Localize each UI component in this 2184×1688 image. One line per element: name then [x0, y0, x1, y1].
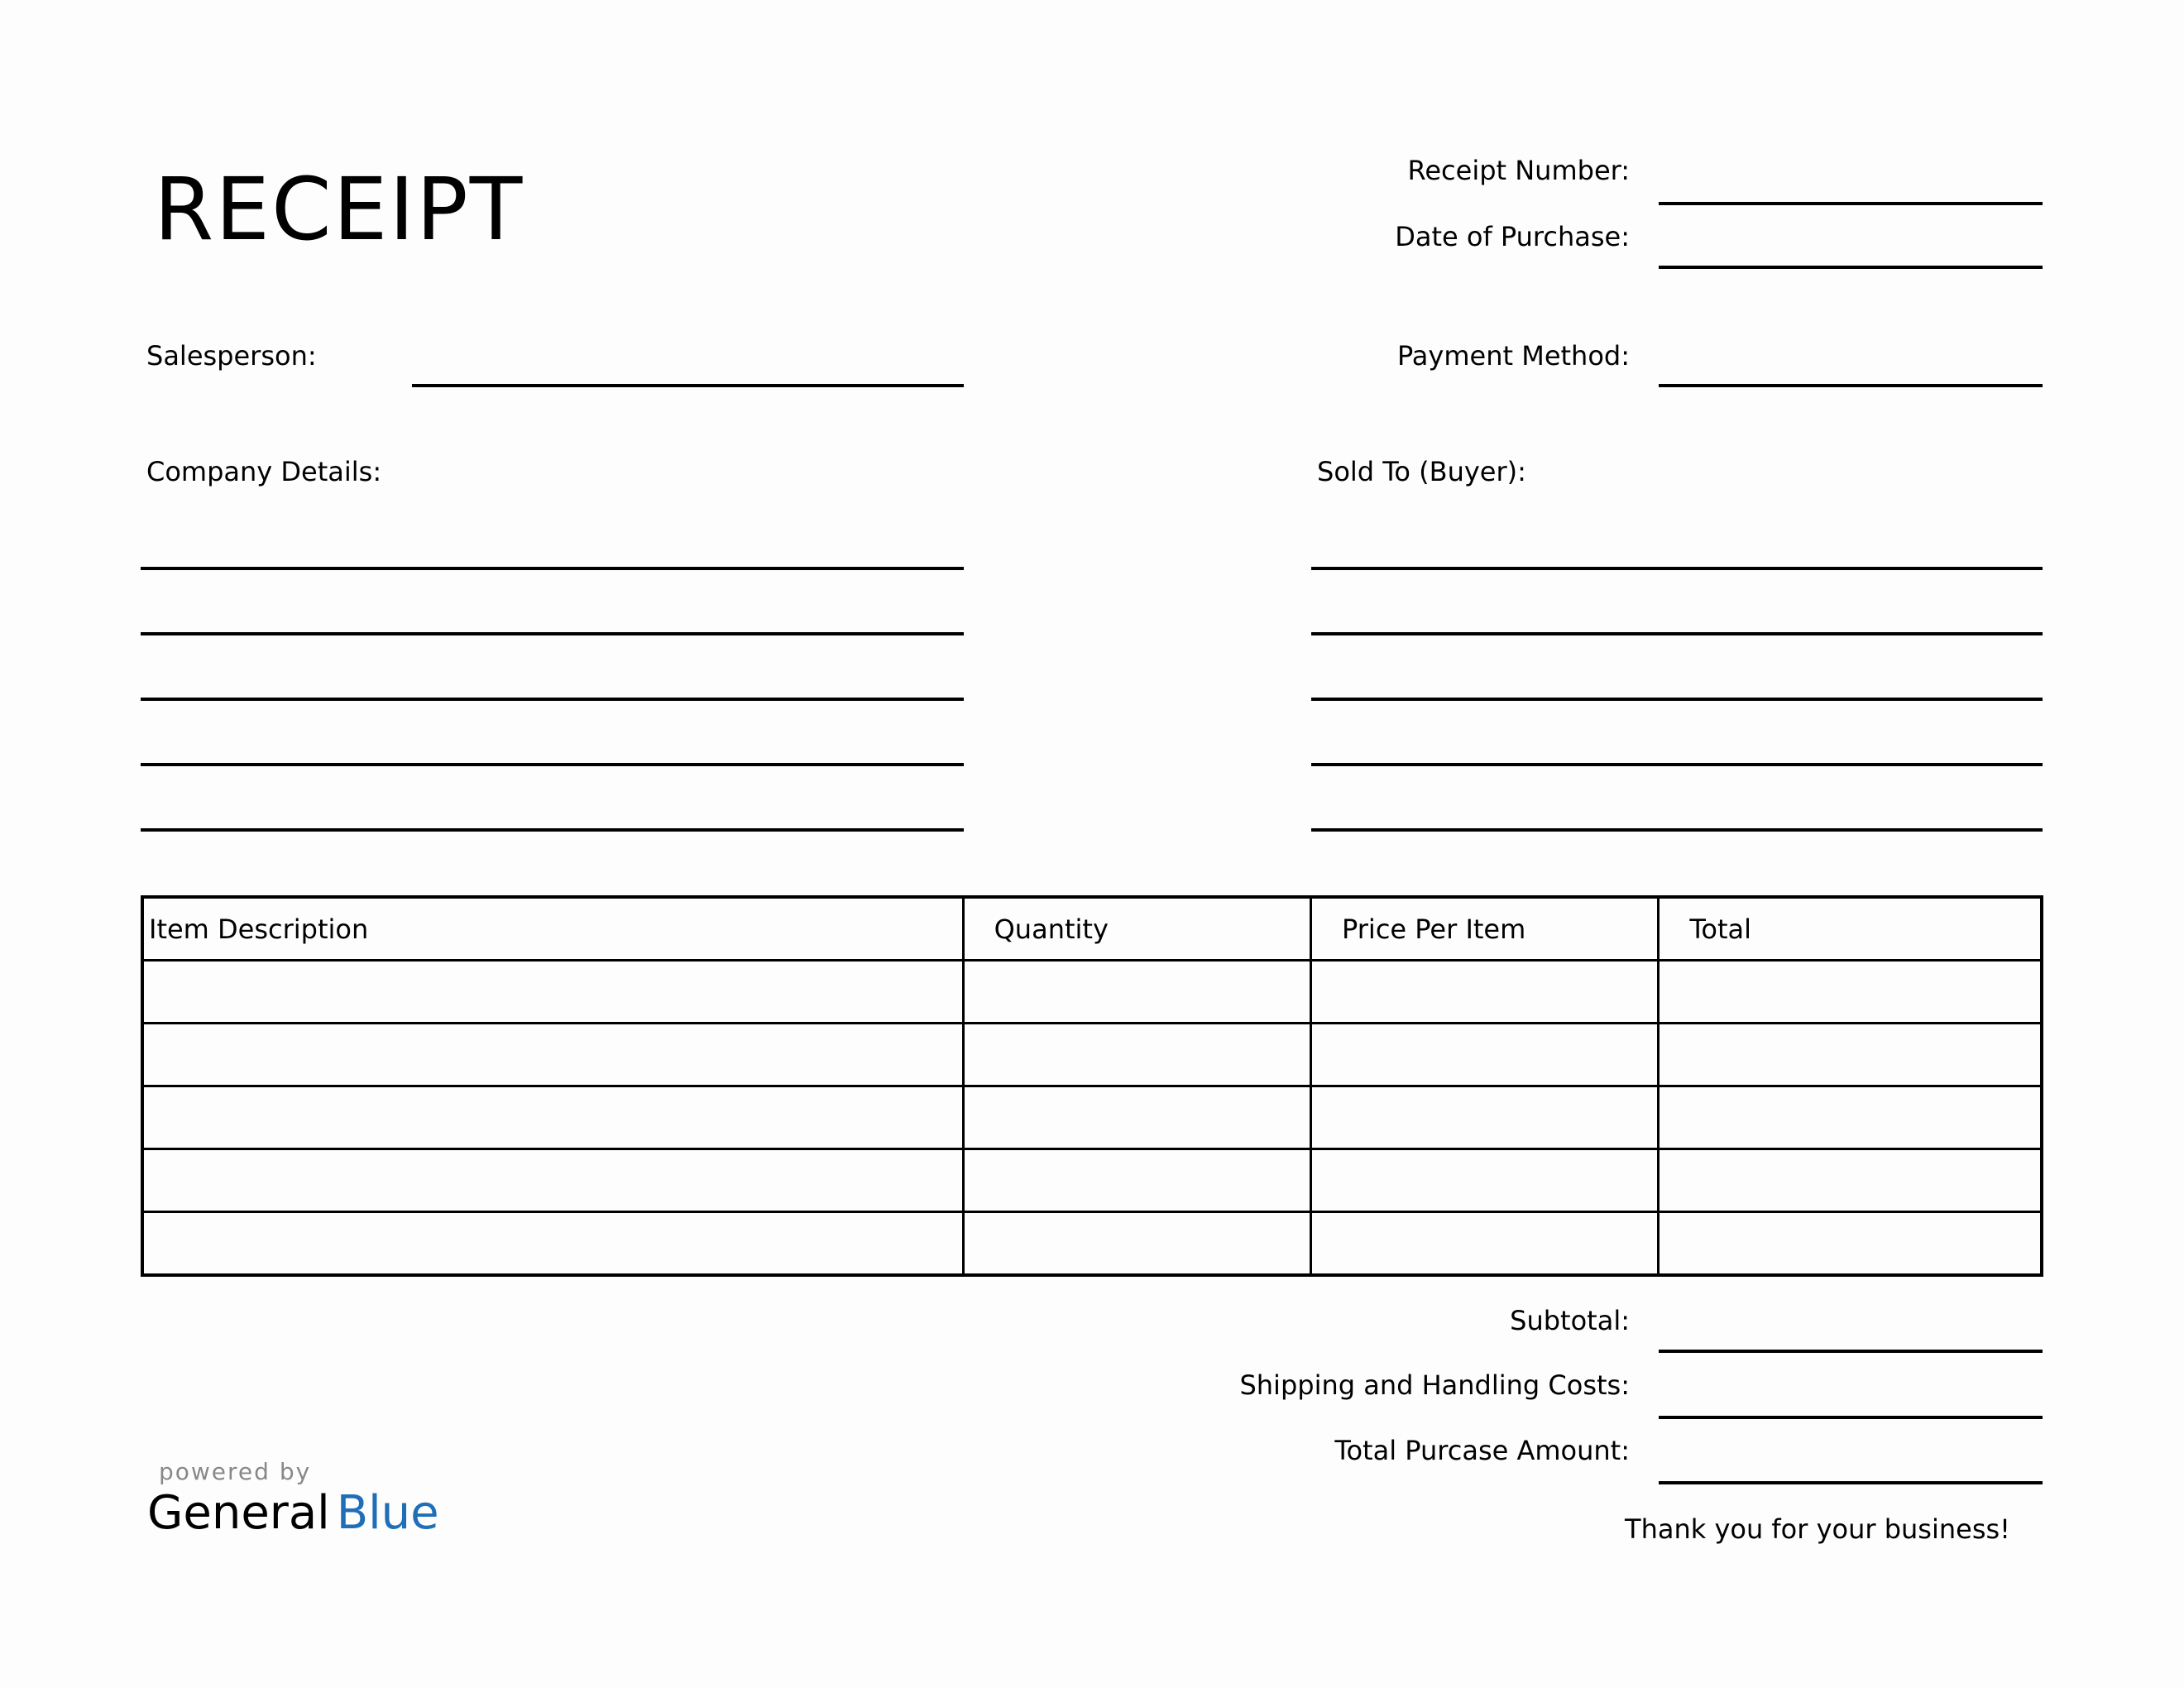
company-details-label: Company Details:	[146, 456, 382, 487]
page-title: RECEIPT	[154, 159, 524, 260]
sold-to-label: Sold To (Buyer):	[1317, 456, 1526, 487]
table-row	[142, 1024, 2042, 1086]
powered-by-text: powered by	[159, 1458, 312, 1485]
sold-to-line-5[interactable]	[1311, 828, 2043, 832]
company-details-line-4[interactable]	[141, 763, 964, 766]
header-total: Total	[1659, 897, 2042, 961]
cell-total[interactable]	[1659, 1149, 2042, 1212]
date-of-purchase-label: Date of Purchase:	[1395, 221, 1630, 252]
sold-to-line-1[interactable]	[1311, 567, 2043, 570]
subtotal-label: Subtotal:	[1510, 1305, 1630, 1336]
header-price-per-item: Price Per Item	[1311, 897, 1659, 961]
cell-total[interactable]	[1659, 1024, 2042, 1086]
cell-price-per-item[interactable]	[1311, 961, 1659, 1024]
date-of-purchase-field[interactable]	[1659, 266, 2043, 269]
header-quantity: Quantity	[963, 897, 1310, 961]
cell-quantity[interactable]	[963, 1212, 1310, 1276]
generalblue-logo	[147, 1486, 439, 1540]
sold-to-line-3[interactable]	[1311, 698, 2043, 701]
brand-general: General	[147, 1486, 330, 1540]
thank-you-message: Thank you for your business!	[1625, 1513, 2010, 1545]
cell-quantity[interactable]	[963, 1149, 1310, 1212]
cell-price-per-item[interactable]	[1311, 1024, 1659, 1086]
table-row	[142, 1149, 2042, 1212]
cell-item-description[interactable]	[142, 1086, 963, 1149]
header-item-description: Item Description	[142, 897, 963, 961]
shipping-label: Shipping and Handling Costs:	[1239, 1369, 1630, 1401]
company-details-line-3[interactable]	[141, 698, 964, 701]
company-details-line-5[interactable]	[141, 828, 964, 832]
cell-quantity[interactable]	[963, 961, 1310, 1024]
table-row	[142, 1086, 2042, 1149]
receipt-number-label: Receipt Number:	[1407, 155, 1630, 186]
cell-total[interactable]	[1659, 1212, 2042, 1276]
salesperson-field[interactable]	[412, 384, 964, 387]
cell-price-per-item[interactable]	[1311, 1086, 1659, 1149]
items-table	[141, 895, 2043, 1277]
cell-total[interactable]	[1659, 1086, 2042, 1149]
company-details-line-2[interactable]	[141, 632, 964, 635]
sold-to-line-4[interactable]	[1311, 763, 2043, 766]
cell-item-description[interactable]	[142, 961, 963, 1024]
cell-quantity[interactable]	[963, 1086, 1310, 1149]
table-row	[142, 961, 2042, 1024]
subtotal-field[interactable]	[1659, 1350, 2043, 1353]
cell-item-description[interactable]	[142, 1212, 963, 1276]
shipping-field[interactable]	[1659, 1416, 2043, 1419]
cell-price-per-item[interactable]	[1311, 1212, 1659, 1276]
brand-blue: Blue	[336, 1486, 439, 1540]
cell-price-per-item[interactable]	[1311, 1149, 1659, 1212]
receipt-number-field[interactable]	[1659, 202, 2043, 205]
cell-total[interactable]	[1659, 961, 2042, 1024]
company-details-line-1[interactable]	[141, 567, 964, 570]
table-row	[142, 1212, 2042, 1276]
payment-method-label: Payment Method:	[1396, 340, 1630, 372]
payment-method-field[interactable]	[1659, 384, 2043, 387]
cell-quantity[interactable]	[963, 1024, 1310, 1086]
sold-to-line-2[interactable]	[1311, 632, 2043, 635]
cell-item-description[interactable]	[142, 1149, 963, 1212]
total-amount-label: Total Purcase Amount:	[1334, 1435, 1630, 1466]
table-header-row	[142, 897, 2042, 961]
total-amount-field[interactable]	[1659, 1481, 2043, 1484]
cell-item-description[interactable]	[142, 1024, 963, 1086]
salesperson-label: Salesperson:	[146, 340, 317, 372]
